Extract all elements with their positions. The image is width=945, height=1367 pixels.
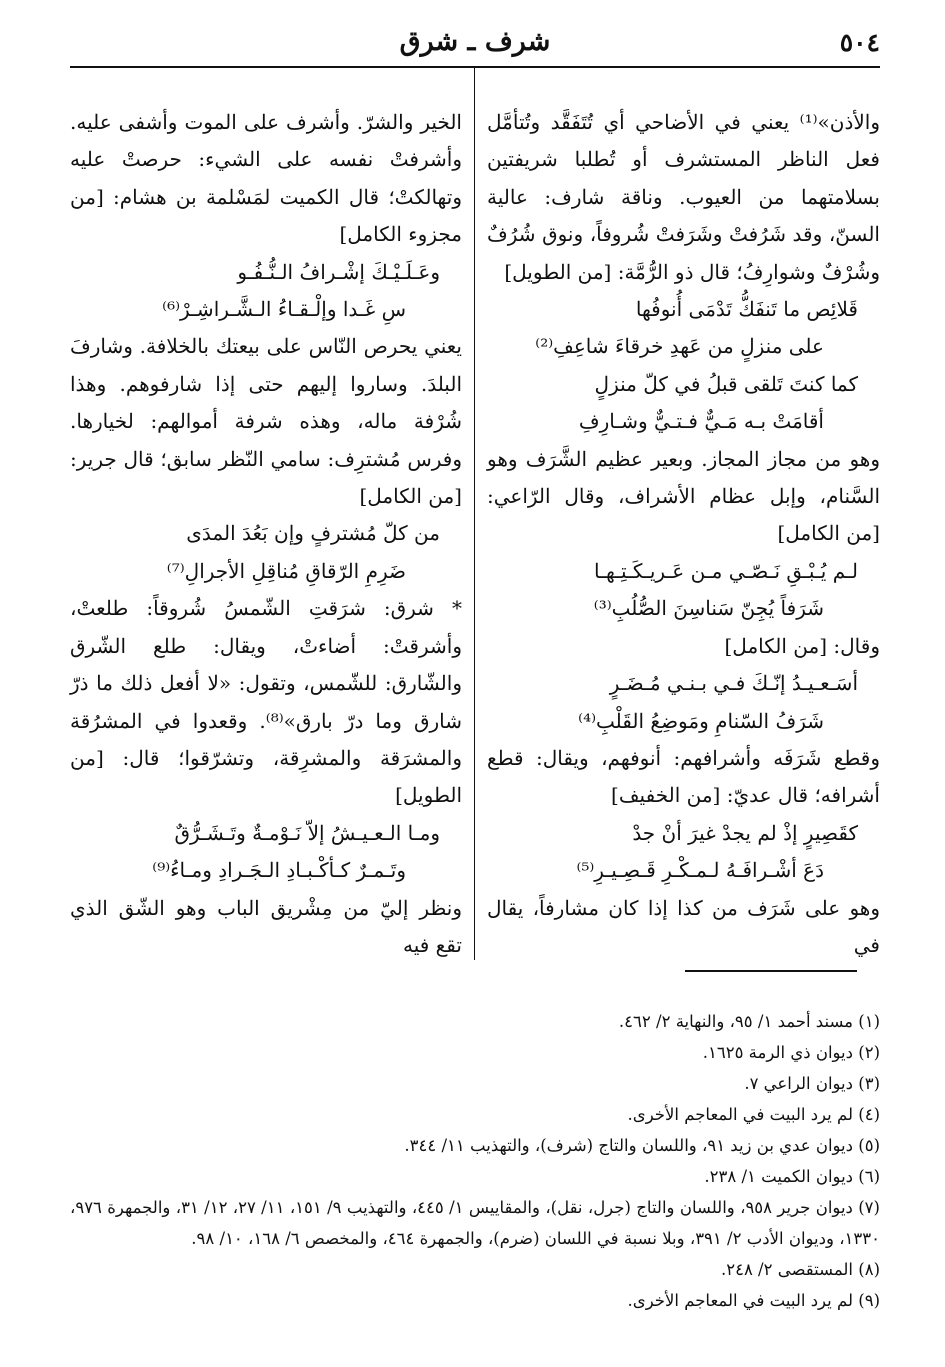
verse-hemistich: لـم يُـبْـقِ نَـصّـي مـن عَـريـكَـتِـهـا (593, 558, 858, 583)
verse-hemistich: أسَـعـيـدُ إنّـكَ فـي بـنـي مُـضَـرٍ (609, 671, 858, 696)
header-rule (70, 66, 880, 68)
footnote: (٤) لم يرد البيت في المعاجم الأخرى. (627, 1105, 880, 1124)
left-column (70, 104, 462, 964)
verse-hemistich: قَلائِص ما تَنفَكُّ تَدْمَى أُنوفُها (635, 297, 858, 322)
paragraph: الخير والشرّ. وأشرف على الموت وأشفى عليه. وأشرفتْ نفسه على الشيء: حرصتْ عليه وتهالكتْ؛ قال الكميت لمَسْلمة بن هشام: [من مجزوء الكامل] (70, 110, 462, 247)
verse-hemistich: ومـا الـعـيـشُ إلاّ نَـوْمـةٌ وتَـشَـرُّقٌ (174, 820, 440, 845)
footnote: (٨) المستقصى ٢/ ٢٤٨. (720, 1260, 880, 1279)
footnote: (١) مسند أحمد ١/ ٩٥، والنهاية ٢/ ٤٦٢. (618, 1012, 880, 1031)
right-column (487, 104, 880, 964)
footnote-rule (685, 970, 857, 972)
paragraph: والأذن»⁽¹⁾ يعني في الأضاحي أي تُتَفَقَّد وتُتأمَّل فعل الناظر المستشرف أو تُطلبا شريفتين بسلامتهما من العيوب. وناقة شارف: عالية السنّ، وقد شَرُفتْ وشَرَفتْ شُروفاً، ونوق شُرُفٌ وشُرْفٌ وشوارِفُ؛ قال ذو الرُّمَّة: [من الطويل] (487, 110, 880, 284)
paragraph: يعني يحرص النّاس على بيعتك بالخلافة. وشارفَ البلدَ. وساروا إليهم حتى إذا شارفوهم. وهذا شُرْفة ماله، وهذه شرفة أموالهم: لخيارها. وفرس مُشترِف: سامي النّظر سابق؛ قال جرير: [من الكامل] (70, 334, 462, 509)
verse-hemistich: من كلّ مُشترفٍ وإن بَعُدَ المدَى (186, 521, 440, 546)
verse-hemistich: شَرَفاً يُجِنّ سَناسِنَ الصُّلُبِ⁽³⁾ (593, 596, 824, 621)
verse-hemistich: ضَرِمِ الرّقاقِ مُناقِلِ الأجرالِ⁽⁷⁾ (166, 558, 406, 583)
footnote: (٧) ديوان جرير ٩٥٨، واللسان والتاج (جرل، نقل)، والمقاييس ١/ ٤٤٥، والتهذيب ٩/ ١٥١، ١١/ ٢٧، ١٢/ ٣١، والجمهرة ٩٧٦، ١٣٣٠، وديوان الأدب ٢/ ٣٩١، وبلا نسبة في اللسان (ضرم)، والجمهرة ٤٦٤، والمخصص ٦/ ١٦٨، ١٠/ ٩٨. (70, 1198, 880, 1248)
footnote: (٥) ديوان عدي بن زيد ٩١، واللسان والتاج (شرف)، والتهذيب ١١/ ٣٤٤. (404, 1136, 880, 1155)
page-number: ٥٠٤ (839, 28, 880, 57)
verse-hemistich: على منزلٍ من عَهدِ خرقاءَ شاعِفِ⁽²⁾ (535, 334, 824, 359)
verse-hemistich: وعَـلَـيْـكَ إشْـرافُ الـنُّـفُـو (237, 259, 440, 284)
verse-hemistich: كقَصِيرٍ إذْ لم يجدْ غيرَ أنْ جدْ (632, 820, 858, 845)
verse-hemistich: كما كنتَ تَلقى قبلُ في كلّ منزلٍ (594, 371, 858, 396)
paragraph: * شرق: شرَقتِ الشّمسُ شُروقاً: طلعتْ، وأشرقتْ: أضاءتْ، ويقال: طلع الشّرق والشّارق: للشّمس، وتقول: «لا أفعل ذلك ما ذرّ شارق وما درّ بارق»⁽⁸⁾. وقعدوا في المشرُقة والمشرَقة والمشرِقة، وتشرّقوا؛ قال: [من الطويل] (70, 596, 462, 808)
verse-hemistich: شَرَفُ السّنامِ ومَوضِعُ القَلْبِ⁽⁴⁾ (578, 708, 824, 733)
footnote: (٩) لم يرد البيت في المعاجم الأخرى. (627, 1291, 880, 1310)
verse-hemistich: أقامَتْ بـه مَـيٌّ فـتـيٌّ وشـارِفِ (578, 409, 824, 434)
page-header (70, 22, 880, 66)
footnote: (٣) ديوان الراعي ٧. (744, 1074, 880, 1093)
verse-hemistich: دَعَ أشْـرافَـهُ لـمـكْـرِ قَـصِـيـرِ⁽⁵⁾ (576, 858, 824, 883)
paragraph: وهو من مجاز المجاز. وبعير عظيم الشَّرَف وهو السَّنام، وإبل عظام الأشراف، وقال الرّاعي: [من الكامل] (487, 446, 880, 546)
paragraph: وهو على شَرَف من كذا إذا كان مشارفاً، يقال في (487, 895, 880, 957)
paragraph: وقال: [من الكامل] (724, 633, 880, 658)
footnotes (70, 1006, 880, 1316)
footnote: (٢) ديوان ذي الرمة ١٦٢٥. (702, 1043, 880, 1062)
footnote: (٦) ديوان الكميت ١/ ٢٣٨. (704, 1167, 880, 1186)
paragraph: ونظر إليّ من مِشْريق الباب وهو الشّق الذي تقع فيه (70, 895, 462, 957)
running-head: شرف ـ شرق (399, 26, 551, 57)
verse-hemistich: سِ غَـدا وإلْـقـاءُ الـشَّـراشِـرْ⁽⁶⁾ (162, 297, 406, 322)
paragraph: وقطع شَرَفَه وأشرافهم: أنوفهم، ويقال: قطع أشرافه؛ قال عديّ: [من الخفيف] (487, 745, 880, 808)
column-divider (474, 68, 475, 960)
verse-hemistich: وتَـمـرٌ كـأكْـبـادِ الـجَـرادِ ومـاءُ⁽⁹⁾ (152, 858, 406, 883)
